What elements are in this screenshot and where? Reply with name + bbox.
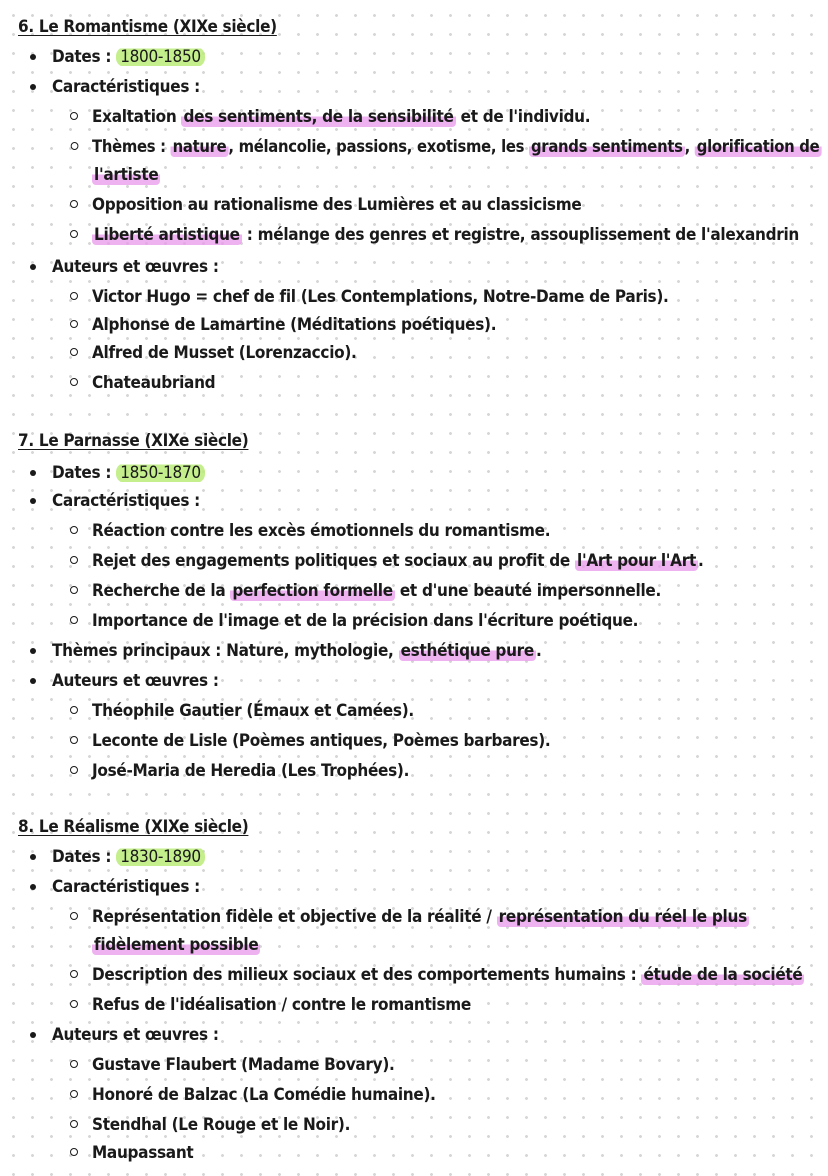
carac-item: Exaltation des sentiments, de la sensibilité et de l'individu. (92, 106, 590, 128)
carac-item: Réaction contre les excès émotionnels du romantisme. (92, 520, 550, 542)
circle-bullet-icon (70, 378, 78, 386)
circle-bullet-icon (70, 970, 78, 978)
section-title: 6. Le Romantisme (XIXe siècle) (18, 17, 277, 37)
highlight: nature (172, 137, 227, 157)
dates-item: Dates : 1850-1870 (52, 462, 205, 484)
themes-item: Thèmes principaux : Nature, mythologie, esthétique pure . (52, 640, 542, 662)
circle-bullet-icon (70, 912, 78, 920)
section-title: 8. Le Réalisme (XIXe siècle) (18, 817, 249, 837)
circle-bullet-icon (70, 706, 78, 714)
auteur-item: Alphonse de Lamartine (Méditations poétiques). (92, 314, 496, 336)
dates-item (52, 46, 205, 68)
auteur-item: Victor Hugo = chef de fil (Les Contemplations, Notre-Dame de Paris). (92, 286, 669, 308)
highlight: des sentiments, de la sensibilité (183, 107, 454, 127)
carac-item: Description des milieux sociaux et des comportements humains : étude de la société (92, 964, 804, 986)
circle-bullet-icon (70, 1120, 78, 1128)
section-title: 7. Le Parnasse (XIXe siècle) (18, 431, 249, 451)
circle-bullet-icon (70, 1060, 78, 1068)
circle-bullet-icon (70, 320, 78, 328)
carac-heading: Caractéristiques : (52, 490, 200, 512)
auteurs-heading: Auteurs et œuvres : (52, 670, 219, 692)
carac-item-continued (64, 934, 260, 956)
carac-heading (52, 76, 200, 98)
auteur-item: Chateaubriand (92, 372, 215, 394)
auteur-item: José-Maria de Heredia (Les Trophées). (92, 760, 409, 782)
carac-item: Rejet des engagements politiques et sociaux au profit de l'Art pour l'Art . (92, 550, 703, 572)
circle-bullet-icon (70, 766, 78, 774)
carac-item-continued (92, 164, 160, 186)
bullet-icon (30, 884, 36, 890)
circle-bullet-icon (70, 1000, 78, 1008)
circle-bullet-icon (70, 1148, 78, 1156)
carac-heading: Caractéristiques : (52, 876, 200, 898)
carac-label: Caractéristiques : (52, 77, 200, 97)
dates-value: 1800-1850 (116, 47, 205, 67)
carac-item: Opposition au rationalisme des Lumières et au classicisme (92, 194, 581, 216)
highlight: grands sentiments (530, 137, 683, 157)
circle-bullet-icon (70, 526, 78, 534)
dates-label: Dates : (52, 47, 117, 67)
carac-item: Recherche de la perfection formelle et d'une beauté impersonnelle. (92, 580, 661, 602)
bullet-icon (30, 84, 36, 90)
highlight: glorification de (696, 137, 820, 157)
auteur-item: Théophile Gautier (Émaux et Camées). (92, 700, 414, 722)
bullet-icon (30, 54, 36, 60)
auteur-item: Gustave Flaubert (Madame Bovary). (92, 1054, 395, 1076)
carac-item: Refus de l'idéalisation / contre le romantisme (92, 994, 471, 1016)
dates-value: 1850-1870 (116, 463, 205, 483)
auteurs-heading: Auteurs et œuvres : (52, 256, 219, 278)
bullet-icon (30, 264, 36, 270)
circle-bullet-icon (70, 230, 78, 238)
circle-bullet-icon (71, 142, 79, 150)
auteur-item: Leconte de Lisle (Poèmes antiques, Poèmes barbares). (92, 730, 550, 752)
dates-value: 1830-1890 (116, 847, 205, 867)
circle-bullet-icon (70, 200, 78, 208)
circle-bullet-icon (70, 736, 78, 744)
highlight: l'Art pour l'Art (577, 551, 696, 571)
auteur-item: Honoré de Balzac (La Comédie humaine). (92, 1084, 436, 1106)
carac-item: Représentation fidèle et objective de la réalité / représentation du réel le plus (92, 906, 749, 928)
circle-bullet-icon (70, 1090, 78, 1098)
circle-bullet-icon (70, 616, 78, 624)
bullet-icon (30, 470, 36, 476)
bullet-icon (30, 498, 36, 504)
auteurs-heading: Auteurs et œuvres : (52, 1024, 219, 1046)
circle-bullet-icon (70, 556, 78, 564)
dates-item: Dates : 1830-1890 (52, 846, 205, 868)
highlight: représentation du réel le plus (498, 907, 747, 927)
highlight: l'artiste (94, 165, 159, 185)
auteur-item: Maupassant (92, 1142, 193, 1164)
highlight: perfection formelle (232, 581, 393, 601)
carac-item: Liberté artistique : mélange des genres et registre, assouplissement de l'alexandrin (92, 224, 799, 246)
circle-bullet-icon (70, 348, 78, 356)
carac-item: Thèmes : nature , mélancolie, passions, exotisme, les grands sentiments , glorification de (92, 136, 821, 158)
bullet-icon (30, 854, 36, 860)
auteur-item: Alfred de Musset (Lorenzaccio). (92, 342, 357, 364)
highlight: fidèlement possible (94, 935, 259, 955)
circle-bullet-icon (70, 586, 78, 594)
circle-bullet-icon (70, 292, 78, 300)
bullet-icon (30, 678, 36, 684)
highlight: Liberté artistique (94, 225, 240, 245)
highlight: étude de la société (643, 965, 803, 985)
bullet-icon (30, 648, 36, 654)
auteur-item: Stendhal (Le Rouge et le Noir). (92, 1114, 350, 1136)
highlight: esthétique pure (400, 641, 534, 661)
bullet-icon (30, 1032, 36, 1038)
carac-item: Importance de l'image et de la précision dans l'écriture poétique. (92, 610, 638, 632)
circle-bullet-icon (70, 112, 78, 120)
